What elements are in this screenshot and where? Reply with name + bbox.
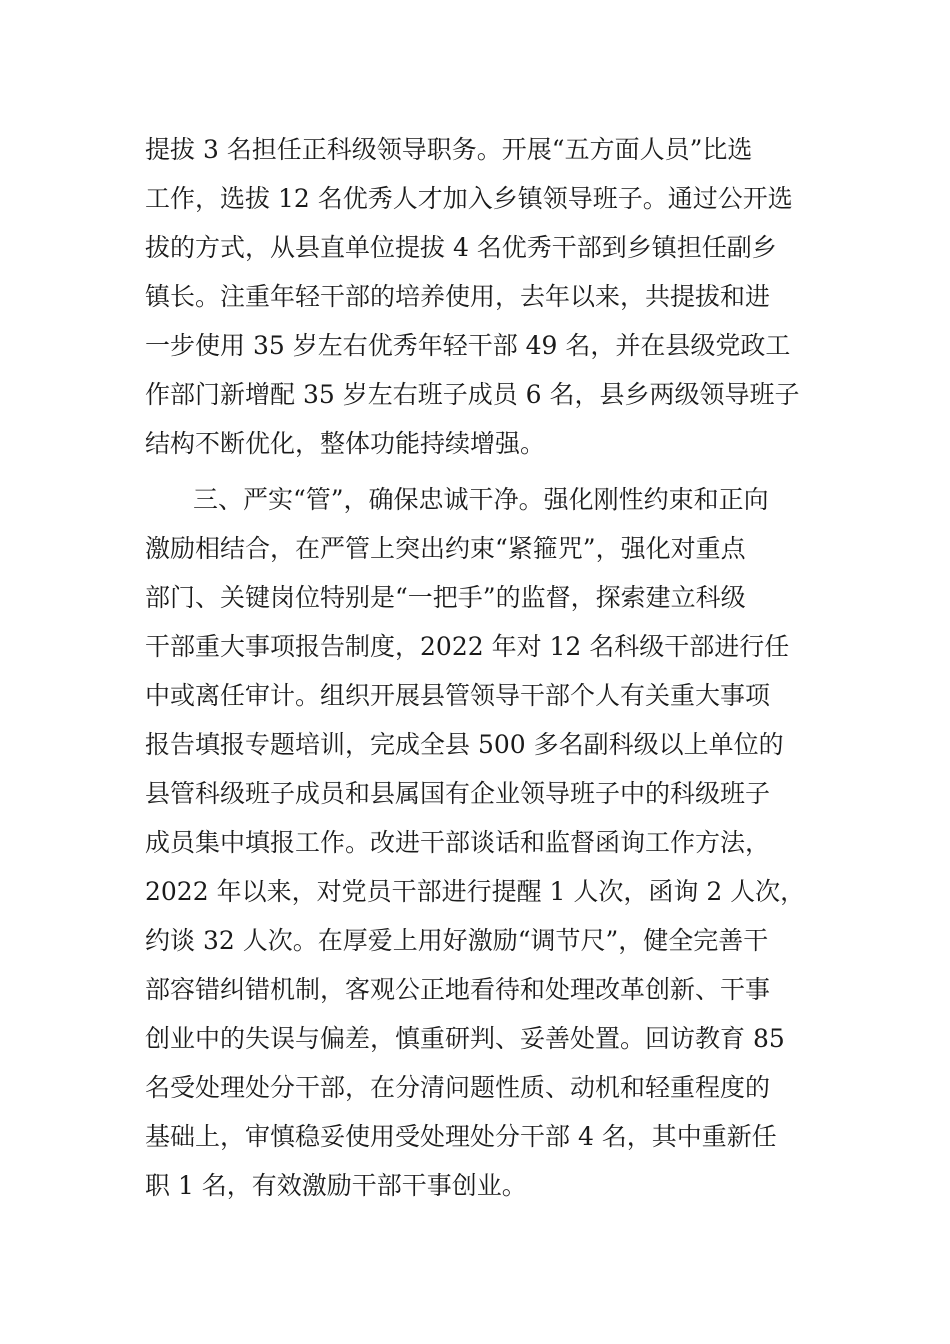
paragraph-2-line-1: 三、严实“管”，确保忠诚干净。强化刚性约束和正向	[193, 485, 769, 514]
paragraph-2-line-7: 县管科级班子成员和县属国有企业领导班子中的科级班子	[145, 779, 771, 808]
paragraph-1-line-1: 提拔 3 名担任正科级领导职务。开展“五方面人员”比选	[145, 135, 753, 164]
paragraph-1-line-3: 拔的方式，从县直单位提拔 4 名优秀干部到乡镇担任副乡	[145, 233, 777, 262]
paragraph-2-line-11: 部容错纠错机制，客观公正地看待和处理改革创新、干事	[145, 975, 771, 1004]
paragraph-2-line-3: 部门、关键岗位特别是“一把手”的监督，探索建立科级	[145, 583, 746, 612]
paragraph-2-line-6: 报告填报专题培训，完成全县 500 多名副科级以上单位的	[145, 730, 784, 759]
paragraph-2-line-10: 约谈 32 人次。在厚爱上用好激励“调节尺”，健全完善干	[145, 926, 769, 955]
paragraph-2-line-2: 激励相结合，在严管上突出约束“紧箍咒”，强化对重点	[145, 534, 746, 563]
paragraph-2-line-5: 中或离任审计。组织开展县管领导干部个人有关重大事项	[145, 681, 771, 710]
paragraph-1-line-4: 镇长。注重年轻干部的培养使用，去年以来，共提拔和进	[145, 282, 771, 311]
paragraph-2-line-14: 基础上，审慎稳妥使用受处理处分干部 4 名，其中重新任	[145, 1122, 777, 1151]
paragraph-2-line-13: 名受处理处分干部，在分清问题性质、动机和轻重程度的	[145, 1073, 771, 1102]
paragraph-1-line-6: 作部门新增配 35 岁左右班子成员 6 名，县乡两级领导班子	[145, 380, 800, 409]
paragraph-1-line-7: 结构不断优化，整体功能持续增强。	[145, 429, 546, 458]
paragraph-1-line-5: 一步使用 35 岁左右优秀年轻干部 49 名，并在县级党政工	[145, 331, 791, 360]
paragraph-2-line-15: 职 1 名，有效激励干部干事创业。	[145, 1171, 527, 1200]
paragraph-2-line-4: 干部重大事项报告制度，2022 年对 12 名科级干部进行任	[145, 632, 790, 661]
paragraph-2-line-9: 2022 年以来，对党员干部进行提醒 1 人次，函询 2 人次，	[145, 877, 806, 906]
paragraph-1-line-2: 工作，选拔 12 名优秀人才加入乡镇领导班子。通过公开选	[145, 184, 793, 213]
paragraph-2-line-8: 成员集中填报工作。改进干部谈话和监督函询工作方法，	[145, 828, 771, 857]
paragraph-2-line-12: 创业中的失误与偏差，慎重研判、妥善处置。回访教育 85	[145, 1024, 785, 1053]
